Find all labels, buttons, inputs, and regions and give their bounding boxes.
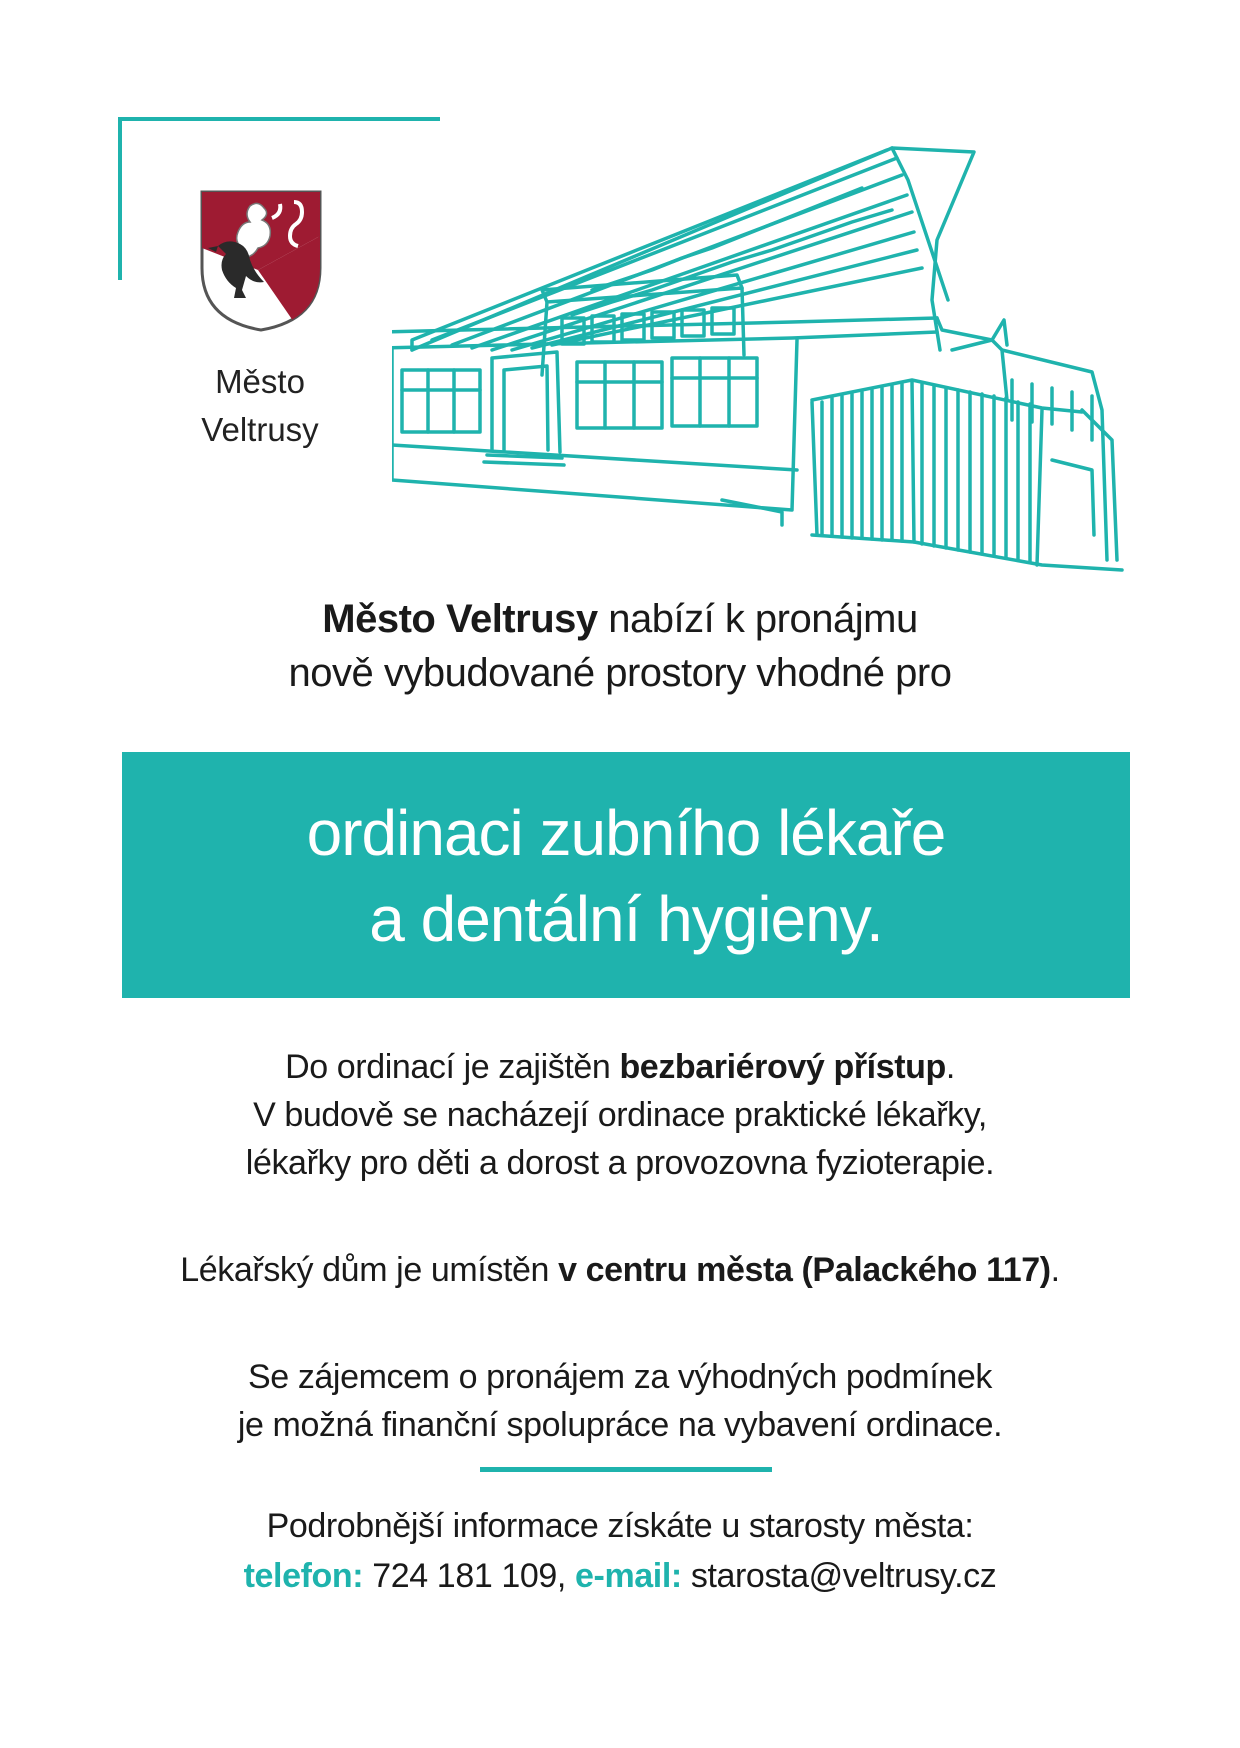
paragraph1-line2: V budově se nacházejí ordinace praktické lékařky,	[253, 1096, 987, 1134]
house-sketch-illustration	[392, 140, 1132, 590]
coat-of-arms-logo	[198, 188, 324, 334]
paragraph-cooperation	[100, 1353, 1140, 1449]
phone-number[interactable]: 724 181 109,	[363, 1557, 576, 1595]
headline-line1: ordinaci zubního lékaře	[306, 797, 946, 869]
town-name-line2: Veltrusy	[201, 411, 319, 448]
phone-label: telefon:	[243, 1557, 364, 1595]
paragraph2-end: .	[1050, 1251, 1060, 1289]
paragraph2-bold: v centru města (Palackého 117)	[558, 1251, 1051, 1289]
section-divider	[480, 1467, 772, 1472]
paragraph1-bold: bezbariérový přístup	[619, 1048, 946, 1086]
paragraph1-line1	[100, 1043, 1140, 1091]
town-name-line1: Město	[215, 363, 305, 400]
paragraph-accessibility	[100, 1043, 1140, 1187]
paragraph3-line1: Se zájemcem o pronájem za výhodných podmínek	[247, 1358, 992, 1396]
paragraph-location	[100, 1246, 1140, 1294]
paragraph1-line1-end: .	[945, 1048, 955, 1086]
paragraph2-start: Lékařský dům je umístěn	[180, 1251, 559, 1289]
paragraph1-line3: lékařky pro děti a dorost a provozovna fyzioterapie.	[245, 1144, 995, 1182]
intro-line1-rest: nabízí k pronájmu	[597, 597, 918, 641]
intro-line1	[150, 592, 1090, 646]
contact-line2	[100, 1551, 1140, 1601]
intro-line2: nově vybudované prostory vhodné pro	[288, 651, 952, 695]
town-name	[170, 358, 350, 454]
email-label: e-mail:	[575, 1557, 682, 1595]
paragraph2-line	[100, 1246, 1140, 1294]
contact-line1: Podrobnější informace získáte u starosty města:	[266, 1507, 974, 1545]
headline-line2: a dentální hygieny.	[369, 883, 883, 955]
paragraph3-line2: je možná finanční spolupráce na vybavení ordinace.	[237, 1406, 1003, 1444]
paragraph1-line1-start: Do ordinací je zajištěn	[285, 1048, 620, 1086]
headline-banner	[122, 752, 1130, 998]
corner-frame-left	[118, 117, 122, 280]
email-address[interactable]: starosta@veltrusy.cz	[681, 1557, 997, 1595]
headline-text	[122, 790, 1130, 962]
contact-info	[100, 1501, 1140, 1601]
corner-frame-top	[118, 117, 440, 121]
intro-text	[150, 592, 1090, 700]
intro-town-name: Město Veltrusy	[322, 597, 598, 641]
